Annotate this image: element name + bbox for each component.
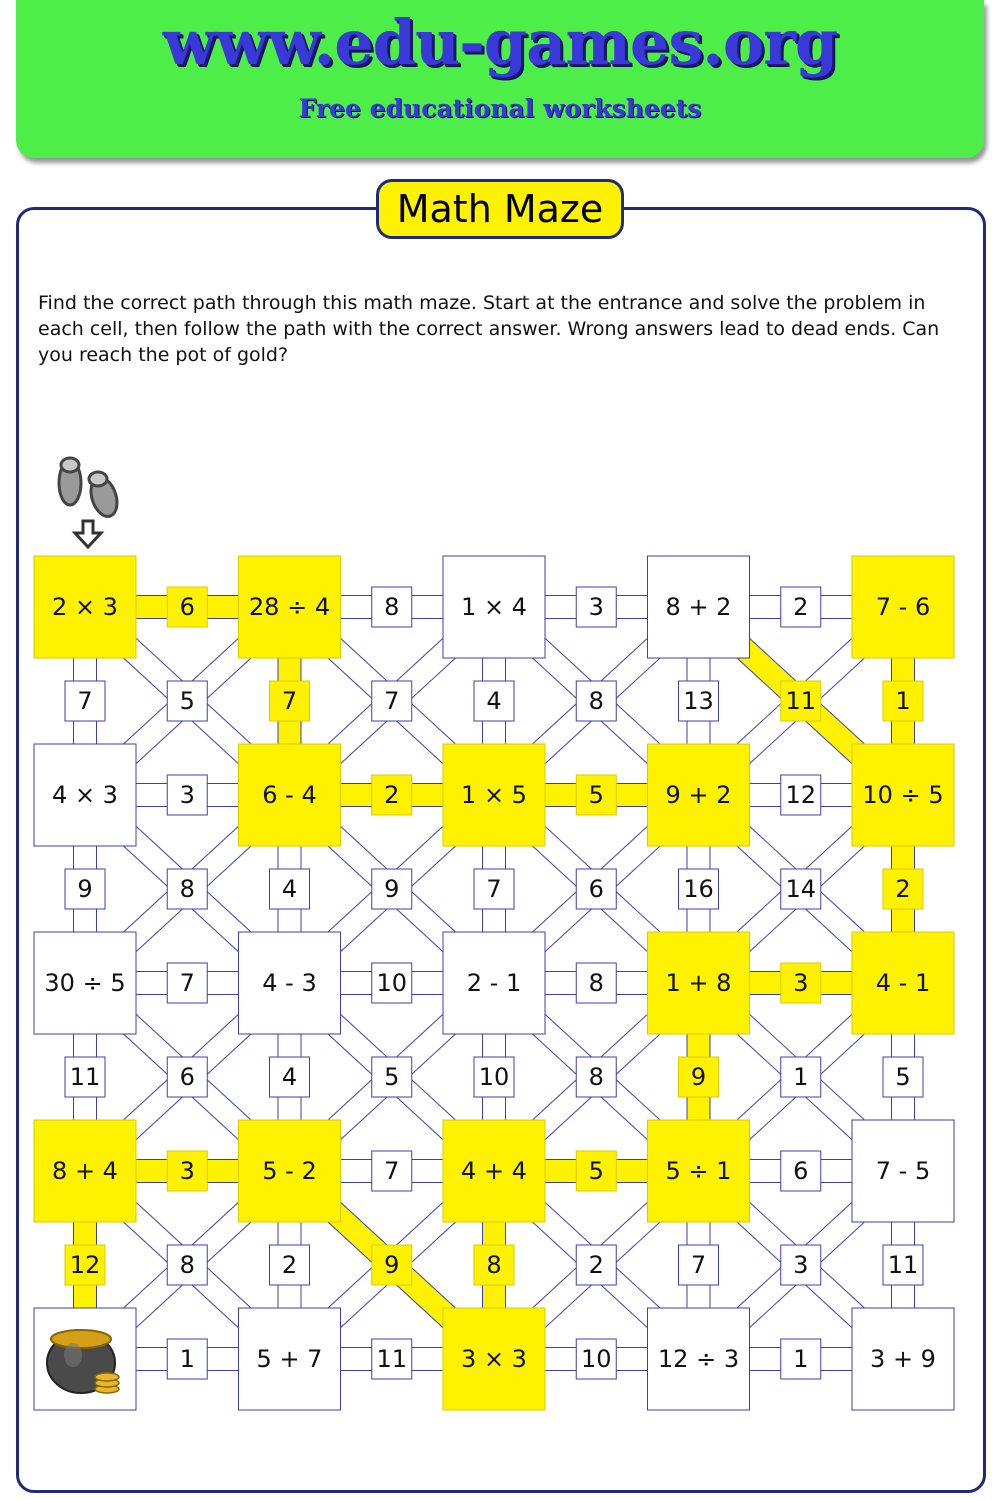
- answer-value: 7: [384, 687, 400, 715]
- answer-value: 4: [281, 875, 298, 903]
- answer-value: 5: [179, 687, 195, 715]
- answer-value: 9: [384, 1251, 400, 1279]
- maze-cell-problem: 2 - 1: [466, 969, 522, 997]
- answer-value: 9: [384, 875, 400, 903]
- maze-cell-problem: 4 - 3: [262, 969, 317, 997]
- site-subtitle: Free educational worksheets: [298, 94, 702, 123]
- answer-value: 7: [486, 875, 502, 903]
- answer-value: 4: [486, 687, 502, 715]
- maze-cell-problem: 1 + 8: [665, 969, 732, 997]
- maze-cell-problem: 5 + 7: [256, 1345, 323, 1373]
- answer-value: 1: [793, 1063, 809, 1091]
- maze-cell-problem: 6 - 4: [262, 781, 317, 809]
- answer-value: 10: [376, 969, 408, 997]
- answer-value: 7: [384, 1157, 400, 1185]
- answer-value: 4: [281, 1063, 298, 1091]
- answer-value: 3: [793, 1251, 809, 1279]
- answer-value: 2: [588, 1251, 604, 1279]
- answer-value: 1: [179, 1345, 195, 1373]
- maze-cell-problem: 7 - 6: [875, 593, 931, 621]
- answer-value: 8: [179, 1251, 195, 1279]
- answer-value: 8: [179, 875, 195, 903]
- answer-value: 1: [895, 687, 911, 715]
- answer-value: 5: [384, 1063, 400, 1091]
- answer-value: 11: [376, 1345, 408, 1373]
- instructions-text: Find the correct path through this math maze. Start at the entrance and solve the problem in each cell, then follow the path with the correct answer. Wrong answers lead to dead ends. Can you reach the pot of gold?: [38, 292, 940, 366]
- maze-cell-problem: 1 × 5: [461, 781, 527, 809]
- maze-cell-problem: 9 + 2: [665, 781, 732, 809]
- maze-cell-problem: 30 ÷ 5: [44, 969, 126, 997]
- answer-value: 3: [588, 593, 604, 621]
- answer-value: 8: [588, 1063, 604, 1091]
- answer-value: 2: [281, 1251, 298, 1279]
- maze-cell-problem: 4 × 3: [52, 781, 118, 809]
- maze-cell-problem: 28 ÷ 4: [248, 593, 331, 621]
- maze-cell-problem: 3 + 9: [870, 1345, 936, 1373]
- answer-value: 2: [384, 781, 400, 809]
- maze-cell-problem: 4 + 4: [461, 1157, 527, 1185]
- answer-value: 5: [588, 1157, 604, 1185]
- maze-cell-problem: 12 ÷ 3: [657, 1345, 740, 1373]
- answer-value: 8: [588, 969, 604, 997]
- answer-value: 5: [895, 1063, 911, 1091]
- site-title[interactable]: www.edu-games.org: [162, 6, 838, 79]
- answer-value: 12: [69, 1251, 101, 1279]
- answer-value: 5: [588, 781, 604, 809]
- answer-value: 2: [793, 593, 809, 621]
- maze-cell-problem: 2 × 3: [52, 593, 118, 621]
- maze-cell-problem: 8 + 4: [52, 1157, 118, 1185]
- pot-of-gold-icon: [47, 1330, 119, 1393]
- maze-cell-problem: 1 × 4: [461, 593, 527, 621]
- answer-value: 8: [384, 593, 400, 621]
- answer-value: 7: [77, 687, 93, 715]
- maze-cell-problem: 4 - 1: [875, 969, 931, 997]
- answer-value: 8: [588, 687, 604, 715]
- answer-value: 6: [179, 593, 195, 621]
- maze-cell-problem: 10 ÷ 5: [862, 781, 944, 809]
- answer-value: 11: [785, 687, 817, 715]
- answer-value: 14: [785, 875, 817, 903]
- worksheet-title: Math Maze: [376, 179, 624, 239]
- answer-value: 6: [179, 1063, 195, 1091]
- answer-value: 6: [793, 1157, 809, 1185]
- answer-value: 3: [179, 1157, 195, 1185]
- answer-value: 9: [690, 1063, 707, 1091]
- answer-value: 10: [478, 1063, 510, 1091]
- answer-value: 7: [281, 687, 298, 715]
- maze-cell-problem: 8 + 2: [665, 593, 732, 621]
- answer-value: 12: [785, 781, 817, 809]
- answer-value: 2: [895, 875, 911, 903]
- answer-value: 3: [793, 969, 809, 997]
- answer-value: 1: [793, 1345, 809, 1373]
- answer-value: 10: [580, 1345, 612, 1373]
- answer-value: 11: [69, 1063, 101, 1091]
- answer-value: 9: [77, 875, 93, 903]
- answer-value: 16: [683, 875, 714, 903]
- answer-value: 3: [179, 781, 195, 809]
- maze-cell-problem: 5 - 2: [262, 1157, 317, 1185]
- maze-cell-problem: 3 × 3: [461, 1345, 527, 1373]
- answer-value: 7: [179, 969, 195, 997]
- maze-cell-problem: 5 ÷ 1: [665, 1157, 732, 1185]
- answer-value: 8: [486, 1251, 502, 1279]
- answer-value: 13: [683, 687, 714, 715]
- answer-value: 7: [690, 1251, 707, 1279]
- answer-value: 11: [887, 1251, 919, 1279]
- maze-cell-problem: 7 - 5: [875, 1157, 931, 1185]
- answer-value: 6: [588, 875, 604, 903]
